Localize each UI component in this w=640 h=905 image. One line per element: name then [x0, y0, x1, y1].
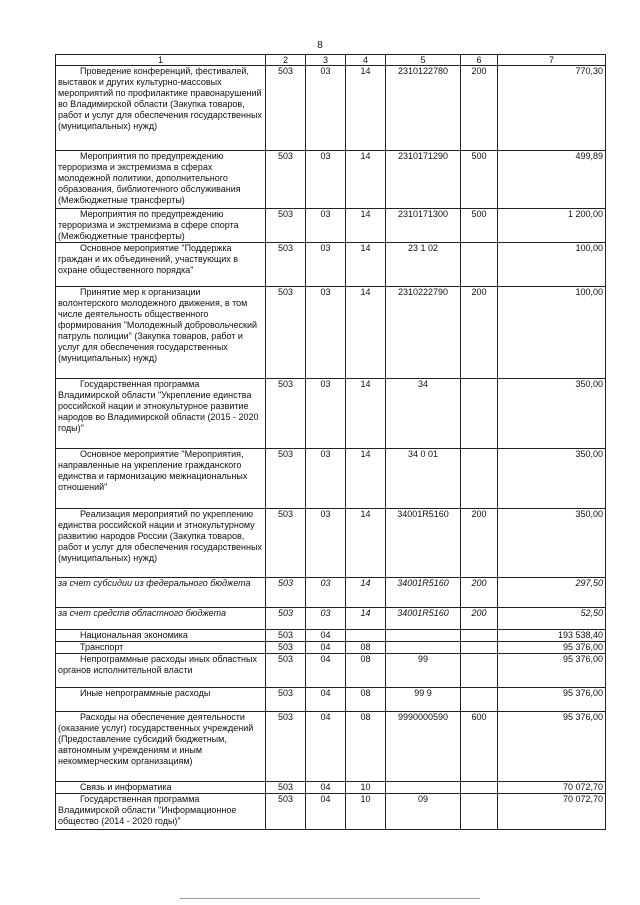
- table-row: [56, 379, 606, 449]
- column-header: 5: [386, 55, 461, 66]
- cell-amount: 499,89: [498, 151, 606, 209]
- cell-target: [386, 642, 461, 654]
- cell-section: 03: [306, 608, 346, 630]
- cell-subsection: 10: [346, 782, 386, 794]
- cell-section: 03: [306, 209, 346, 243]
- table-row: [56, 578, 606, 608]
- row-name: Принятие мер к организации волонтерского молодежного движения, в том числе деятельность общественного формирования "Молодежный добровольческий патруль полиции" (Закупка товаров, работ и услуг для обеспечения государственных (муниципальных) нужд): [56, 287, 266, 379]
- cell-target: 2310222790: [386, 287, 461, 379]
- column-header: 6: [461, 55, 498, 66]
- cell-code: 503: [266, 66, 306, 151]
- cell-type: [461, 642, 498, 654]
- row-name: за счет субсидии из федерального бюджета: [56, 578, 266, 608]
- cell-amount: 70 072,70: [498, 782, 606, 794]
- cell-target: 2310122780: [386, 66, 461, 151]
- cell-target: 34001R5160: [386, 578, 461, 608]
- row-name: Основное мероприятие "Мероприятия, направленные на укрепление гражданского единства и гармонизацию межнациональных отношений": [56, 449, 266, 509]
- table-row: [56, 509, 606, 578]
- cell-type: [461, 688, 498, 712]
- cell-section: 03: [306, 449, 346, 509]
- row-name: Транспорт: [56, 642, 266, 654]
- cell-amount: 297,50: [498, 578, 606, 608]
- cell-amount: 350,00: [498, 379, 606, 449]
- cell-amount: 193 538,40: [498, 630, 606, 642]
- cell-type: [461, 379, 498, 449]
- table-row: [56, 654, 606, 688]
- cell-target: 2310171300: [386, 209, 461, 243]
- cell-type: [461, 243, 498, 287]
- cell-subsection: 14: [346, 509, 386, 578]
- cell-code: 503: [266, 642, 306, 654]
- table-row: [56, 287, 606, 379]
- cell-amount: 52,50: [498, 608, 606, 630]
- table-row: [56, 608, 606, 630]
- cell-target: 34001R5160: [386, 509, 461, 578]
- row-name: Мероприятия по предупреждению терроризма и экстремизма в сферах молодежной политики, дополнительного образования, библиотечного обслуживания (Межбюджетные трансферты): [56, 151, 266, 209]
- table-row: [56, 449, 606, 509]
- cell-section: 03: [306, 379, 346, 449]
- cell-section: 03: [306, 151, 346, 209]
- cell-target: 34: [386, 379, 461, 449]
- budget-table: [55, 54, 606, 830]
- cell-amount: 350,00: [498, 509, 606, 578]
- cell-subsection: 14: [346, 449, 386, 509]
- cell-subsection: 08: [346, 688, 386, 712]
- cell-code: 503: [266, 243, 306, 287]
- column-header: 4: [346, 55, 386, 66]
- cell-target: [386, 782, 461, 794]
- cell-section: 04: [306, 642, 346, 654]
- cell-target: [386, 630, 461, 642]
- cell-code: 503: [266, 654, 306, 688]
- cell-type: 200: [461, 509, 498, 578]
- row-name: Расходы на обеспечение деятельности (оказание услуг) государственных учреждений (Предоставление субсидий бюджетным, автономным учреждениям и иным некоммерческим организациям): [56, 712, 266, 782]
- cell-target: 9990000590: [386, 712, 461, 782]
- cell-subsection: 08: [346, 712, 386, 782]
- cell-type: [461, 654, 498, 688]
- cell-section: 04: [306, 630, 346, 642]
- cell-target: 34001R5160: [386, 608, 461, 630]
- cell-type: 200: [461, 66, 498, 151]
- cell-type: [461, 794, 498, 830]
- cell-subsection: 14: [346, 379, 386, 449]
- cell-subsection: 14: [346, 578, 386, 608]
- cell-type: 200: [461, 287, 498, 379]
- cell-code: 503: [266, 794, 306, 830]
- column-header: 7: [498, 55, 606, 66]
- table-row: [56, 151, 606, 209]
- cell-section: 04: [306, 712, 346, 782]
- cell-section: 03: [306, 66, 346, 151]
- cell-section: 04: [306, 688, 346, 712]
- cell-type: [461, 782, 498, 794]
- cell-code: 503: [266, 379, 306, 449]
- column-header: 3: [306, 55, 346, 66]
- cell-section: 04: [306, 654, 346, 688]
- cell-code: 503: [266, 608, 306, 630]
- table-row: [56, 712, 606, 782]
- cell-type: 500: [461, 209, 498, 243]
- cell-amount: 95 376,00: [498, 688, 606, 712]
- row-name: за счет средств областного бюджета: [56, 608, 266, 630]
- cell-code: 503: [266, 509, 306, 578]
- cell-subsection: 08: [346, 642, 386, 654]
- cell-amount: 70 072,70: [498, 794, 606, 830]
- cell-section: 03: [306, 509, 346, 578]
- cell-amount: 1 200,00: [498, 209, 606, 243]
- table-row: [56, 782, 606, 794]
- cell-type: 500: [461, 151, 498, 209]
- cell-amount: 100,00: [498, 287, 606, 379]
- cell-amount: 95 376,00: [498, 712, 606, 782]
- table-row: [56, 209, 606, 243]
- cell-code: 503: [266, 151, 306, 209]
- row-name: Государственная программа Владимирской области "Укрепление единства российской нации и этнокультурное развитие народов во Владимирской области (2015 - 2020 годы)": [56, 379, 266, 449]
- table-row: [56, 630, 606, 642]
- cell-code: 503: [266, 578, 306, 608]
- row-name: Иные непрограммные расходы: [56, 688, 266, 712]
- cell-subsection: 14: [346, 287, 386, 379]
- cell-target: 09: [386, 794, 461, 830]
- row-name: Основное мероприятие "Поддержка граждан и их объединений, участвующих в охране общественного порядка": [56, 243, 266, 287]
- cell-target: 23 1 02: [386, 243, 461, 287]
- cell-subsection: [346, 630, 386, 642]
- page-number: 8: [317, 40, 323, 51]
- cell-type: 200: [461, 608, 498, 630]
- cell-code: 503: [266, 712, 306, 782]
- cell-type: 600: [461, 712, 498, 782]
- cell-section: 04: [306, 794, 346, 830]
- table-row: [56, 688, 606, 712]
- cell-amount: 100,00: [498, 243, 606, 287]
- cell-type: [461, 630, 498, 642]
- cell-code: 503: [266, 287, 306, 379]
- column-header: 2: [266, 55, 306, 66]
- cell-code: 503: [266, 782, 306, 794]
- row-name: Национальная экономика: [56, 630, 266, 642]
- row-name: Непрограммные расходы иных областных органов исполнительной власти: [56, 654, 266, 688]
- row-name: Связь и информатика: [56, 782, 266, 794]
- row-name: Проведение конференций, фестивалей, выставок и других культурно-массовых мероприятий по профилактике правонарушений во Владимирской области (Закупка товаров, работ и услуг для обеспечения государственных (муниципальных) нужд): [56, 66, 266, 151]
- cell-target: 99 9: [386, 688, 461, 712]
- row-name: Мероприятия по предупреждению терроризма и экстремизма в сфере спорта (Межбюджетные трансферты): [56, 209, 266, 243]
- cell-type: [461, 449, 498, 509]
- cell-amount: 350,00: [498, 449, 606, 509]
- table-row: [56, 243, 606, 287]
- cell-target: 99: [386, 654, 461, 688]
- cell-code: 503: [266, 209, 306, 243]
- cell-subsection: 14: [346, 66, 386, 151]
- cell-section: 03: [306, 578, 346, 608]
- cell-subsection: 08: [346, 654, 386, 688]
- row-name: Реализация мероприятий по укреплению единства российской нации и этнокультурному развитию народов России (Закупка товаров, работ и услуг для обеспечения государственных (муниципальных) нужд): [56, 509, 266, 578]
- cell-code: 503: [266, 688, 306, 712]
- column-header: 1: [56, 55, 266, 66]
- cell-section: 04: [306, 782, 346, 794]
- row-name: Государственная программа Владимирской области "Информационное общество (2014 - 2020 годы)": [56, 794, 266, 830]
- cell-target: 34 0 01: [386, 449, 461, 509]
- cell-subsection: 14: [346, 608, 386, 630]
- cell-subsection: 14: [346, 243, 386, 287]
- cell-section: 03: [306, 243, 346, 287]
- cell-amount: 95 376,00: [498, 642, 606, 654]
- cell-amount: 95 376,00: [498, 654, 606, 688]
- cell-subsection: 14: [346, 209, 386, 243]
- cell-code: 503: [266, 630, 306, 642]
- scan-artifact-line: [180, 898, 480, 899]
- cell-subsection: 10: [346, 794, 386, 830]
- cell-code: 503: [266, 449, 306, 509]
- cell-amount: 770,30: [498, 66, 606, 151]
- table-row: [56, 66, 606, 151]
- cell-target: 2310171290: [386, 151, 461, 209]
- cell-type: 200: [461, 578, 498, 608]
- table-header-row: [56, 55, 606, 66]
- cell-section: 03: [306, 287, 346, 379]
- cell-subsection: 14: [346, 151, 386, 209]
- table-row: [56, 794, 606, 830]
- table-row: [56, 642, 606, 654]
